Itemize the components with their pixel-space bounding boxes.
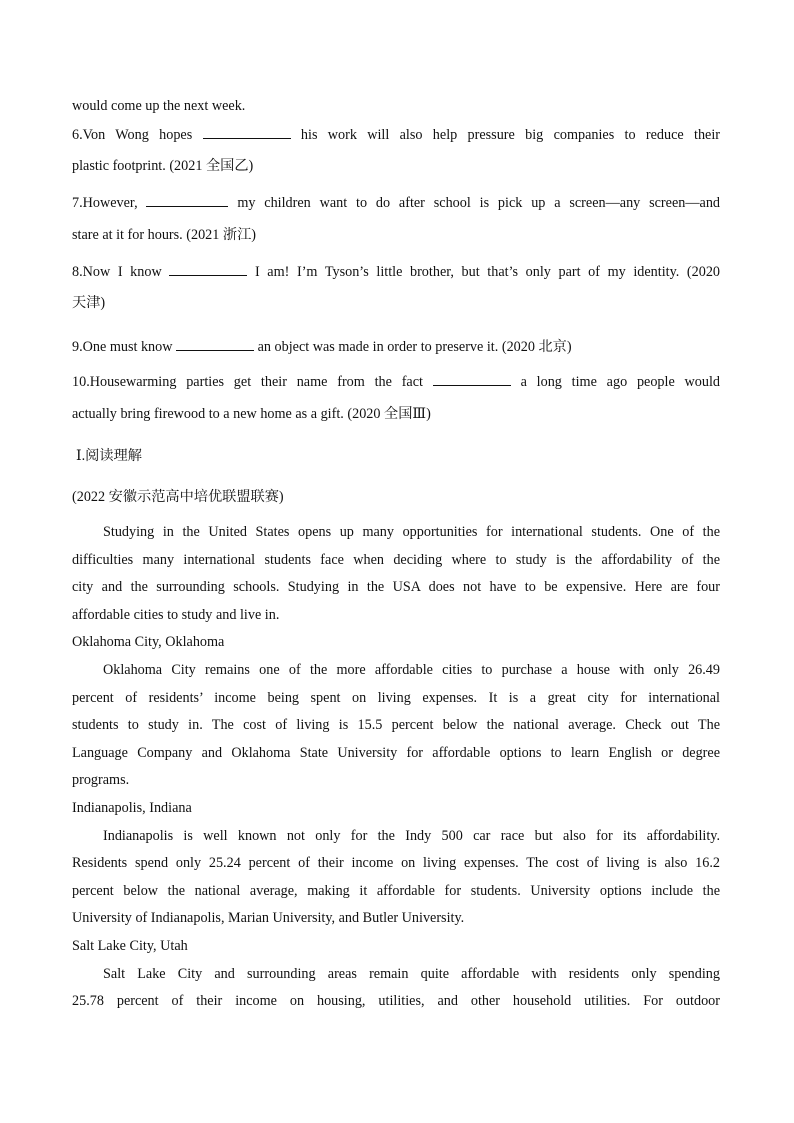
passage-line: students to study in. The cost of living is 15.5 percent below the national average. Check out The	[72, 717, 720, 733]
passage-line: city and the surrounding schools. Studying in the USA does not have to be expensive. Here are four	[72, 579, 720, 595]
section-source: (2022 安徽示范高中培优联盟联赛)	[72, 489, 284, 505]
section-heading: Ⅰ.阅读理解	[76, 448, 142, 464]
passage-line: difficulties many international students face when deciding where to study is the affordability of the	[72, 552, 720, 568]
answer-blank-7[interactable]	[146, 192, 228, 207]
passage-line: Salt Lake City and surrounding areas remain quite affordable with residents only spending	[103, 966, 720, 982]
passage-line: percent of residents’ income being spent on living expenses. It is a great city for international	[72, 690, 720, 706]
passage-line: affordable cities to study and live in.	[72, 607, 280, 623]
question-5-tail: would come up the next week.	[72, 98, 246, 114]
passage-line: Language Company and Oklahoma State University for affordable options to learn English or degree	[72, 745, 720, 761]
question-6: 6.Von Wong hopes his work will also help pressure big companies to reduce their	[72, 124, 720, 144]
passage-line: programs.	[72, 772, 130, 788]
answer-blank-6[interactable]	[203, 124, 291, 139]
passage-line: Indianapolis is well known not only for the Indy 500 car race but also for its affordability.	[103, 828, 720, 844]
answer-blank-10[interactable]	[433, 371, 511, 386]
question-8-cont: 天津)	[72, 295, 106, 311]
passage-line: 25.78 percent of their income on housing, utilities, and other household utilities. For outdoor	[72, 993, 720, 1009]
answer-blank-9[interactable]	[176, 336, 254, 351]
passage-line: percent below the national average, making it affordable for students. University options include the	[72, 883, 720, 899]
passage-line: Residents spend only 25.24 percent of their income on living expenses. The cost of living is also 16.2	[72, 855, 720, 871]
question-10-cont: actually bring firewood to a new home as a gift. (2020 全国Ⅲ)	[72, 406, 431, 422]
question-7-cont: stare at it for hours. (2021 浙江)	[72, 227, 257, 243]
city-title-salt-lake: Salt Lake City, Utah	[72, 938, 188, 954]
question-6-cont: plastic footprint. (2021 全国乙)	[72, 158, 254, 174]
question-8: 8.Now I know I am! I’m Tyson’s little brother, but that’s only part of my identity. (2020	[72, 261, 720, 281]
passage-line: University of Indianapolis, Marian University, and Butler University.	[72, 910, 465, 926]
city-title-indianapolis: Indianapolis, Indiana	[72, 800, 192, 816]
passage-line: Studying in the United States opens up many opportunities for international students. One of the	[103, 524, 720, 540]
question-10: 10.Housewarming parties get their name from the fact a long time ago people would	[72, 371, 720, 391]
question-7: 7.However, my children want to do after school is pick up a screen—any screen—and	[72, 192, 720, 212]
question-9: 9.One must know an object was made in order to preserve it. (2020 北京)	[72, 336, 720, 356]
passage-line: Oklahoma City remains one of the more affordable cities to purchase a house with only 26.49	[103, 662, 720, 678]
city-title-oklahoma: Oklahoma City, Oklahoma	[72, 634, 225, 650]
answer-blank-8[interactable]	[169, 261, 247, 276]
